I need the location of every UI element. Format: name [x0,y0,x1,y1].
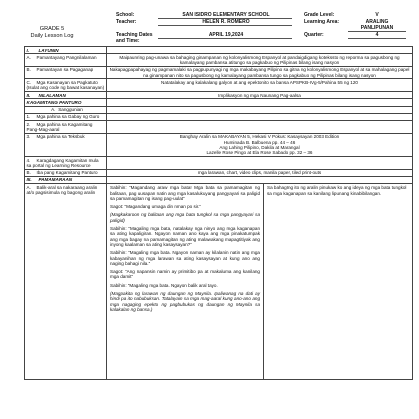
row-label: 2. Mga pahina sa Kagamitang Pang-Mag-aaral [25,121,107,134]
table-row [25,113,413,120]
teacher-label: Teacher: [116,19,137,25]
dialogue-paragraph: Sagot: “Magandang umaga din nman po sir.” [110,204,201,210]
dialogue-paragraph: Sabihin: “Magaling mga bata, natalakay nga ninyo ang mga kaganapan sa ating kapaligiran. Ngayon naman ano kaya ang mga pinakatumpak ang mga bagay na pamamagitan ng ating malawakang mapagtitiyak ang inyong kaalaman sa ating kasaysayan?” [110,226,260,247]
table-row [25,106,413,113]
dates-value: APRIL 19,2024 [208,32,244,38]
table-row [25,157,413,170]
table-row [25,133,413,156]
pamantayang-pangnilalaman-value: Maipaunring pag-unawa sa bahaging ginampanan ng kolonyalismong Espanyol at pandaigdigang kotekssto ng reporma sa pagusbong ng kamalayang pambansa atitungo sa pagkabuo ng Pilipinas bilang isang nasyon [107,54,413,67]
dialogue-column [107,184,264,379]
learning-area-value: ARALING PANLIPUNAN [360,19,394,31]
grade-title: GRADE 5 [39,26,65,32]
teksbuk-line: Huminada B. Balbuena pp. 44 – 46 [223,139,296,145]
table-row [25,54,413,67]
learning-resource-value [107,157,413,170]
dialogue-paragraph: Sabihin: “Magaling mga bata. Ngayon balik aral tayo. [110,282,218,288]
teksbuk-value [107,133,413,156]
dialogue-paragraph: Sagot: “Ang napansin namin ay primitibo pa at makaluma ang kanilang mga damit” [110,269,260,280]
teacher-note: Sa bahagIng ito ng aralin pinukaw ko ang ideya ng mga bata tungkol sa mga kaganapan sa kanilang lipunang kinabibilangan. [267,185,407,196]
quarter-value: 4 [375,32,379,38]
table-row [25,169,413,176]
row-label: 1. Mga pahina sa Gabay ng Guro [25,113,107,120]
section-row [25,99,413,106]
dll-header [8,10,410,46]
section-ii: II. NILALAMAN [25,92,107,99]
balik-aral-content [107,184,413,380]
row-label: 3. Mga pahina sa Teksbuk [25,133,107,156]
table-row [25,79,413,92]
teksbuk-line: Lazelle Rose Pingo at Ela Rose Sabado pp. 32 – 36 [206,150,313,156]
table-row [25,121,413,134]
teksbuk-line: Ang Lahing Pilipino, Dakila at Marangal [219,144,300,150]
row-label: 4. Karagdagang Kagamitan mula sa portal ng Learning Resource [25,157,107,170]
header-title-block [12,26,92,39]
quarter-label: Quarter: [304,32,324,38]
section-iii: III. PAMAMARAAN [25,176,107,183]
teksbuk-line: Banghay Aralin sa MAKABAYAN 5, Hekasi V Pokus: Kasaysayan 2003 Edition [179,134,340,140]
dialogue-paragraph: Sabihin: “Magandang araw mga bata! Mga bata sa pamamagitan ng balitaan, pag uusapan natin ang mga kasalukuyang pangyayari sa paligid sa pamamagitan ng isang pag-uulat” [110,185,260,201]
grade-level-label: Grade Level: [304,12,335,18]
table-row [25,184,413,380]
iba-pang-kagamitan-value: mga larawan, chart, video clips, manila paper, tiled print-outs [107,169,413,176]
dialogue-paragraph: Sabihin: “Magaling mga bata. Ngayon naman ay kilalanin natin ang mga kabayanihan ng mga larawan sa ating kasaysayan at kung ano ang naging bahagi nila.” [110,250,260,266]
table-row [25,66,413,79]
notes-column [264,184,412,379]
row-label: B. Pamantayan sa Pagaganap [25,66,107,79]
kasanayan-value: Natatalakay ang kalakalang galyon at ang epektonito sa bansa APSPKB-IVg-5/Pahina 55 ng 120 [107,79,413,92]
kagamitang-pang-mag-aaral-value [107,121,413,134]
school-label: School: [116,12,135,18]
sanggunian-label: A. Sanggunian [25,106,107,113]
row-label: B. Iba pang Kagamitang Panturo [25,169,107,176]
nilalaman-value: Implikasyon ng mga Naunang Pag-aalsa [107,92,413,99]
dialogue-paragraph: (Magkakaroon ng balitaan ang mga bata tungkol sa mga pangyayari sa paligid) [110,212,260,223]
gabay-ng-guro-value [107,113,413,120]
lesson-log-table [24,46,413,380]
row-label: A. Pamantayang Pangnilalaman [25,54,107,67]
grade-level-value: V [375,12,379,18]
section-row [25,47,413,54]
dialogue-paragraph: (Magpakita ng larawan ng daungan ng Maynila. Ipaliwanag na dati ay hindi pa ito nabubuksan. Tatalayain sa mga mag-aaral kung ano-ano ang mga nagaging epekto ng pagbubukas ng daungan ng Maynila sa kalakalan ng bansa.) [110,290,260,312]
pamantayan-sa-pagaganap-value: Nakapagpapahayag ng pagmamalaki sa pagpupunyagi ng mga makabayang Pilipino sa gitna ng kolonyalismong Espanyol at sa mahalagang papel na ginampanan nito sa pagusbong ng kamalayang pambansa tungo sa pagkabuo ng Pilipinas bilang isang nasyon [107,66,413,79]
section-i: I. LAYUNIN [25,47,107,54]
section-row [25,176,413,183]
learning-area-label: Learning Area: [304,19,340,25]
teacher-value: HELEN R. ROMERO [202,19,250,25]
section-row [25,92,413,99]
row-label: A. Balik-aral sa nakaraang aralin at/o pagsisimula ng bagong aralin [25,184,107,380]
school-value: SAN ISIDRO ELEMENTARY SCHOOL [182,12,270,18]
dates-label: Teaching Dates and Time: [116,32,153,44]
dll-subtitle: Daily Lesson Log [30,32,74,39]
row-label: C. Mga Kasanayan sa Pagkatuto (Isulat ang code ng bawat kasanayan) [25,79,107,92]
kagamitang-panturo-title: KAGAMITANG PANTURO [25,99,107,106]
